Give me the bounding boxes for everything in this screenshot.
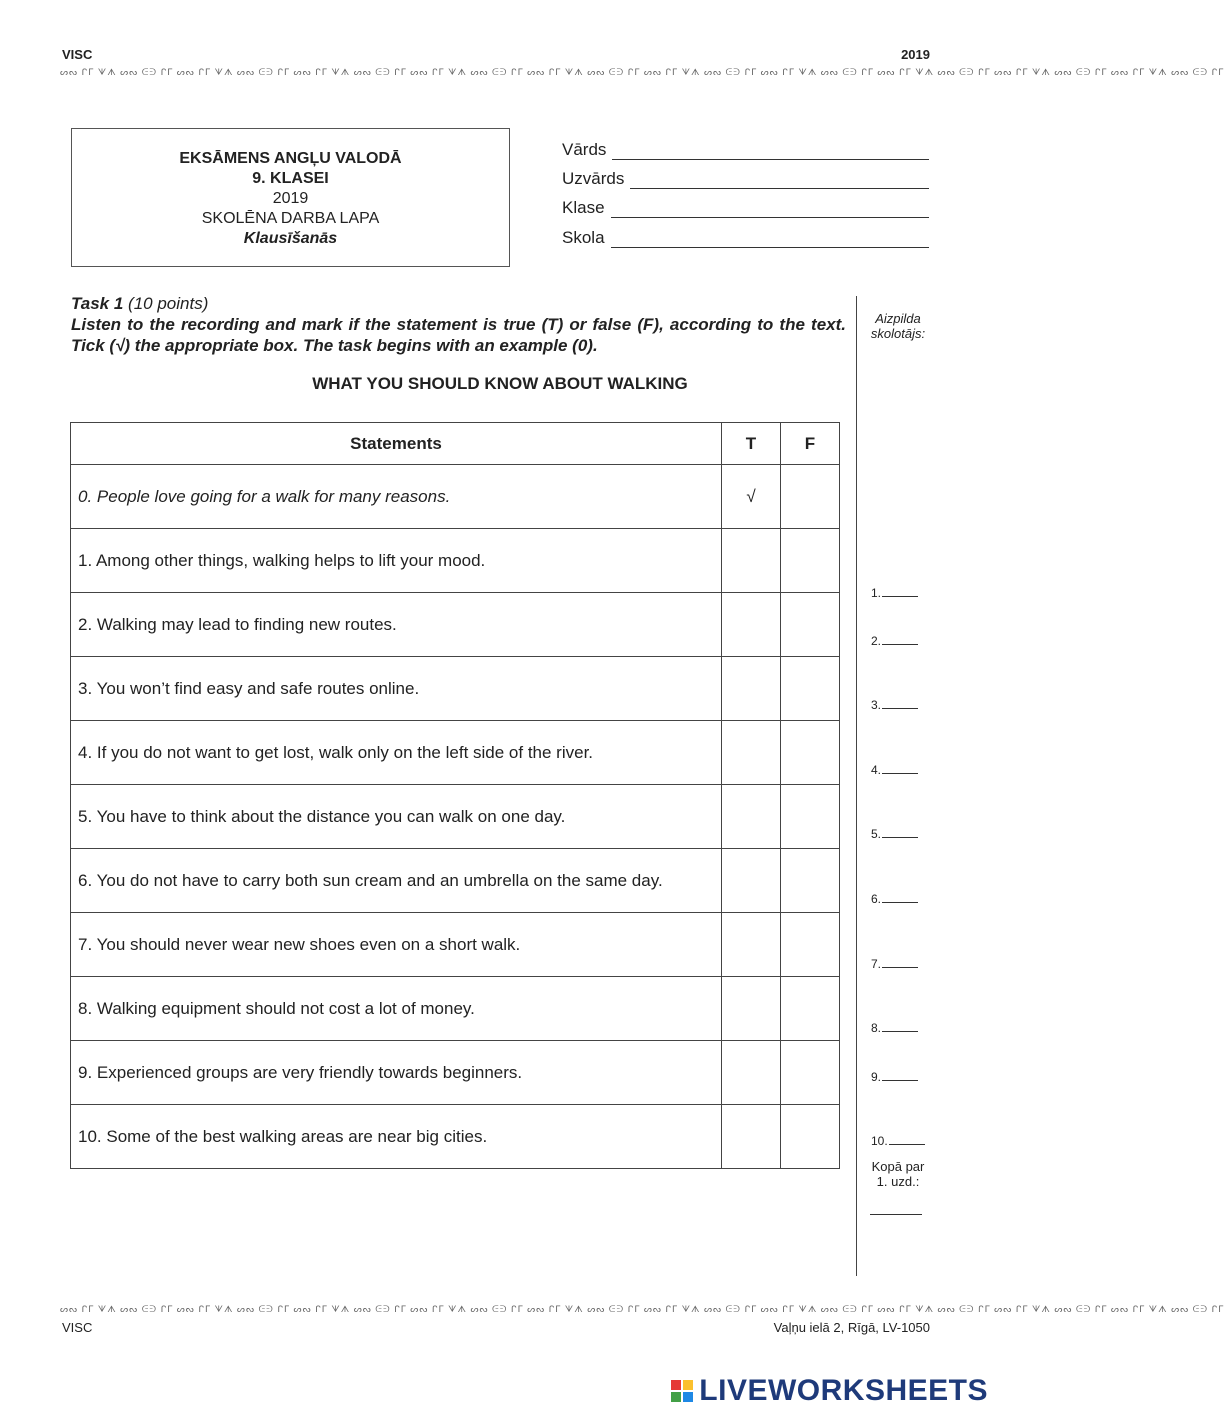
false-checkbox[interactable] [781,849,840,913]
true-checkbox[interactable] [722,785,781,849]
statement-text: 10. Some of the best walking areas are near big cities. [71,1105,722,1169]
score-field-5[interactable]: 5. [871,827,918,841]
teacher-label: Aizpilda skolotājs: [870,311,926,341]
false-checkbox[interactable] [781,721,840,785]
logo-text: LIVEWORKSHEETS [699,1374,988,1407]
table-row [71,977,840,1041]
false-checkbox[interactable] [781,657,840,721]
false-checkbox[interactable] [781,977,840,1041]
top-ornament: ᔕᔓ ᒋᒥ ᗐᗑ ᔕᔓ ᕮᕭ ᒋᒥ ᔕᔓ ᒋᒥ ᗐᗑ ᔕᔓ ᕮᕭ ᒋᒥ ᔕᔓ ᒋᒥ ᗐᗑ ᔕᔓ ᕮᕭ ᒋᒥ ᔕᔓ ᒋᒥ ᗐᗑ ᔕᔓ ᕮᕭ ᒋᒥ ᔕᔓ ᒋᒥ ᗐᗑ ᔕᔓ ᕮᕭ ᒋᒥ ᔕᔓ ᒋᒥ ᗐᗑ ᔕᔓ ᕮᕭ ᒋᒥ ᔕᔓ ᒋᒥ ᗐᗑ ᔕᔓ ᕮᕭ ᒋᒥ ᔕᔓ ᒋᒥ ᗐᗑ ᔕᔓ ᕮᕭ ᒋᒥ ᔕᔓ ᒋᒥ ᗐᗑ ᔕᔓ ᕮᕭ ᒋᒥ ᔕᔓ ᒋᒥ ᗐᗑ ᔕᔓ ᕮᕭ ᒋᒥ [60,67,1224,77]
statement-text: 0. People love going for a walk for many reasons. [71,465,722,529]
table-row [71,721,840,785]
exam-grade: 9. KLASEI [252,170,329,187]
statement-text: 4. If you do not want to get lost, walk only on the left side of the river. [71,721,722,785]
score-field-9[interactable]: 9. [871,1070,918,1084]
statement-text: 5. You have to think about the distance you can walk on one day. [71,785,722,849]
true-checkbox[interactable] [722,977,781,1041]
score-field-8[interactable]: 8. [871,1021,918,1035]
false-checkbox[interactable] [781,529,840,593]
task-title: Task 1 [71,294,124,313]
task-block [71,293,846,356]
table-row [71,465,840,529]
true-checkbox[interactable] [722,657,781,721]
footer-address: Vaļņu ielā 2, Rīgā, LV-1050 [773,1320,930,1335]
exam-section: Klausīšanās [243,230,338,247]
exam-year: 2019 [272,190,309,207]
statement-text: 2. Walking may lead to finding new routes. [71,593,722,657]
table-row [71,593,840,657]
score-field-1[interactable]: 1. [871,586,918,600]
liveworksheets-logo[interactable] [671,1374,988,1408]
true-header: T [722,423,781,465]
bottom-ornament: ᔕᔓ ᒋᒥ ᗐᗑ ᔕᔓ ᕮᕭ ᒋᒥ ᔕᔓ ᒋᒥ ᗐᗑ ᔕᔓ ᕮᕭ ᒋᒥ ᔕᔓ ᒋᒥ ᗐᗑ ᔕᔓ ᕮᕭ ᒋᒥ ᔕᔓ ᒋᒥ ᗐᗑ ᔕᔓ ᕮᕭ ᒋᒥ ᔕᔓ ᒋᒥ ᗐᗑ ᔕᔓ ᕮᕭ ᒋᒥ ᔕᔓ ᒋᒥ ᗐᗑ ᔕᔓ ᕮᕭ ᒋᒥ ᔕᔓ ᒋᒥ ᗐᗑ ᔕᔓ ᕮᕭ ᒋᒥ ᔕᔓ ᒋᒥ ᗐᗑ ᔕᔓ ᕮᕭ ᒋᒥ ᔕᔓ ᒋᒥ ᗐᗑ ᔕᔓ ᕮᕭ ᒋᒥ ᔕᔓ ᒋᒥ ᗐᗑ ᔕᔓ ᕮᕭ ᒋᒥ [60,1304,1224,1314]
table-row [71,1041,840,1105]
statement-text: 7. You should never wear new shoes even on a short walk. [71,913,722,977]
statement-text: 1. Among other things, walking helps to lift your mood. [71,529,722,593]
exam-title-box [71,128,510,267]
name-field[interactable]: Vārds [562,140,929,160]
score-field-6[interactable]: 6. [871,892,918,906]
true-checkbox[interactable] [722,849,781,913]
true-checkbox[interactable] [722,529,781,593]
task-points: (10 points) [128,294,209,313]
school-field[interactable]: Skola [562,228,929,248]
text-heading: WHAT YOU SHOULD KNOW ABOUT WALKING [312,374,688,393]
true-checkbox[interactable] [722,1041,781,1105]
exam-title: EKSĀMENS ANGĻU VALODĀ [179,150,402,167]
table-row [71,785,840,849]
footer-left: VISC [62,1320,93,1335]
statement-text: 6. You do not have to carry both sun cream and an umbrella on the same day. [71,849,722,913]
score-field-3[interactable]: 3. [871,698,918,712]
false-checkbox[interactable] [781,593,840,657]
false-checkbox[interactable] [781,913,840,977]
total-label: Kopā par 1. uzd.: [871,1159,925,1189]
false-checkbox[interactable] [781,465,840,529]
true-checkbox[interactable] [722,593,781,657]
exam-sheet: SKOLĒNA DARBA LAPA [201,210,380,227]
score-field-4[interactable]: 4. [871,763,918,777]
table-row [71,657,840,721]
statement-text: 3. You won’t find easy and safe routes online. [71,657,722,721]
class-field[interactable]: Klase [562,198,929,218]
score-field-2[interactable]: 2. [871,634,918,648]
table-row [71,1105,840,1169]
statements-header: Statements [71,423,722,465]
header-left: VISC [62,47,93,62]
total-score-field[interactable] [870,1214,922,1215]
statement-text: 9. Experienced groups are very friendly towards beginners. [71,1041,722,1105]
margin-divider [856,296,857,1276]
false-checkbox[interactable] [781,785,840,849]
surname-field[interactable]: Uzvārds [562,169,929,189]
true-checkbox[interactable] [722,1105,781,1169]
false-header: F [781,423,840,465]
statements-table [70,422,840,1169]
score-field-10[interactable]: 10. [871,1134,925,1148]
header-right: 2019 [901,47,930,62]
statement-text: 8. Walking equipment should not cost a lot of money. [71,977,722,1041]
table-header-row [71,423,840,465]
logo-blocks-icon [671,1380,693,1402]
table-row [71,849,840,913]
true-checkbox[interactable] [722,913,781,977]
table-row [71,529,840,593]
task-instruction: Listen to the recording and mark if the statement is true (T) or false (F), according to the text. Tick (√) the appropriate box. The task begins with an example (0). [71,315,846,355]
score-field-7[interactable]: 7. [871,957,918,971]
true-checkbox[interactable] [722,721,781,785]
false-checkbox[interactable] [781,1041,840,1105]
false-checkbox[interactable] [781,1105,840,1169]
true-checkbox[interactable]: √ [722,465,781,529]
table-row [71,913,840,977]
